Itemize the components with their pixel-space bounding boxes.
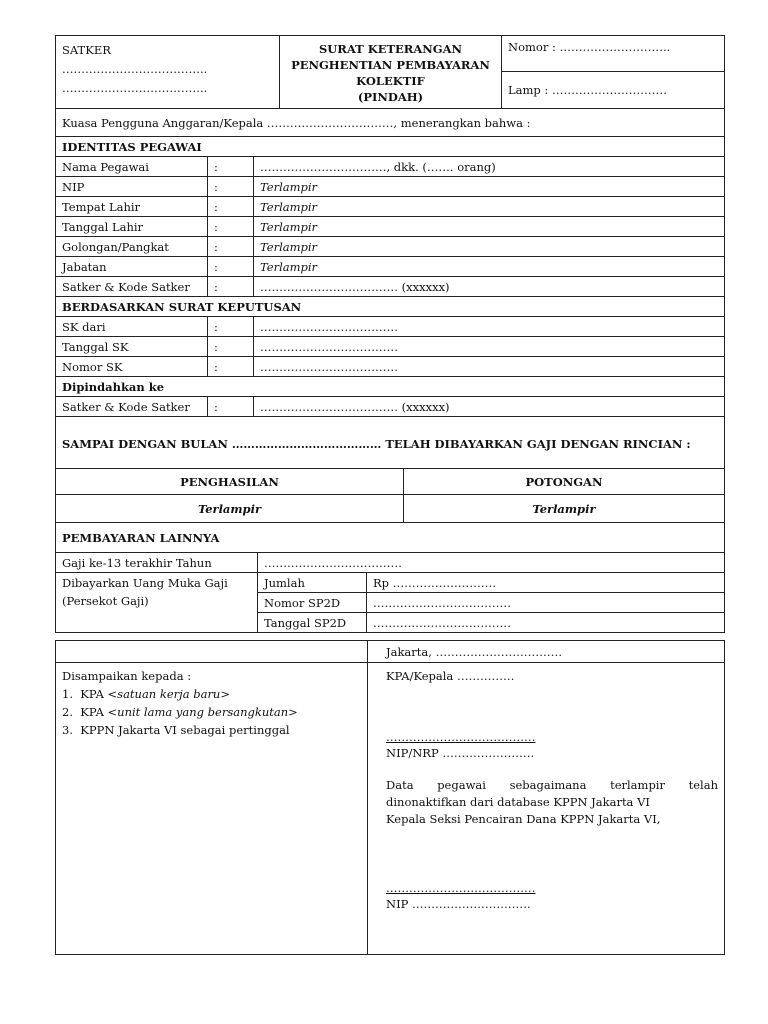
identitas-table <box>55 108 725 417</box>
signature-cell <box>368 663 725 955</box>
list-item: 2. KPA <unit lama yang bersangkutan> <box>62 705 298 719</box>
row-colon: : <box>208 397 254 417</box>
row-colon: : <box>208 357 254 377</box>
form-document <box>55 35 724 955</box>
satker-label: SATKER <box>62 43 111 57</box>
row-label: Tempat Lahir <box>56 197 208 217</box>
sampai-text: SAMPAI DENGAN BULAN ………………………………… TELAH DIBAYARKAN GAJI DENGAN RINCIAN : <box>56 417 725 469</box>
row-value: Terlampir <box>254 197 725 217</box>
lamp-field: Lamp : ………………………… <box>508 83 667 97</box>
rincian-table <box>55 416 725 553</box>
kepala-seksi: Kepala Seksi Pencairan Dana KPPN Jakarta VI, <box>386 812 661 826</box>
row-value: Terlampir <box>254 257 725 277</box>
disampaikan-label: Disampaikan kepada : <box>62 669 192 683</box>
identitas-heading: IDENTITAS PEGAWAI <box>56 137 725 157</box>
row-colon: : <box>208 237 254 257</box>
row-colon: : <box>208 277 254 297</box>
satker-cell <box>56 36 280 109</box>
table-row <box>56 397 725 417</box>
row-label: Jabatan <box>56 257 208 277</box>
potongan-header: POTONGAN <box>404 469 725 495</box>
penghasilan-header: PENGHASILAN <box>56 469 404 495</box>
pindah-heading: Dipindahkan ke <box>56 377 725 397</box>
kuasa-line: Kuasa Pengguna Anggaran/Kepala ……………………………, menerangkan bahwa : <box>56 109 725 137</box>
row-label: NIP <box>56 177 208 197</box>
uang-muka-label-2: (Persekot Gaji) <box>62 594 149 608</box>
row-value: ……………………………… <box>254 337 725 357</box>
title-line-2: PENGHENTIAN PEMBAYARAN <box>291 58 490 72</box>
lainnya-heading: PEMBAYARAN LAINNYA <box>56 523 725 553</box>
row-value: ……………………………, dkk. (……. orang) <box>254 157 725 177</box>
gaji13-label: Gaji ke-13 terakhir Tahun <box>56 553 258 573</box>
table-row <box>56 337 725 357</box>
table-row <box>56 317 725 337</box>
table-row <box>56 217 725 237</box>
lainnya-table <box>55 552 725 633</box>
row-colon: : <box>208 177 254 197</box>
gaji13-value: ……………………………… <box>258 553 725 573</box>
penghasilan-value: Terlampir <box>56 495 404 523</box>
sub-row-label: Nomor SP2D <box>258 593 367 613</box>
list-item: 1. KPA <satuan kerja baru> <box>62 687 230 701</box>
row-label: Tanggal SK <box>56 337 208 357</box>
recipient-list <box>62 685 361 739</box>
kpa-label: KPA/Kepala …………… <box>386 669 515 683</box>
list-item: 3. KPPN Jakarta VI sebagai pertinggal <box>62 723 290 737</box>
table-row <box>56 277 725 297</box>
row-value: Terlampir <box>254 217 725 237</box>
row-label: SK dari <box>56 317 208 337</box>
table-row <box>56 357 725 377</box>
data-note: Data pegawai sebagaimana terlampir telah dinonaktifkan dari database KPPN Jakarta VI <box>386 778 718 809</box>
row-colon: : <box>208 317 254 337</box>
title-cell <box>280 36 502 109</box>
sk-heading: BERDASARKAN SURAT KEPUTUSAN <box>56 297 725 317</box>
row-value: ……………………………… <box>254 317 725 337</box>
satker-dots-2: ……………………………….. <box>62 81 208 95</box>
header-table <box>55 35 725 109</box>
title-line-3: KOLEKTIF <box>356 74 425 88</box>
row-colon: : <box>208 197 254 217</box>
row-value: Terlampir <box>254 237 725 257</box>
nip-nrp: NIP/NRP …………………… <box>386 746 535 760</box>
sub-row-value: ……………………………… <box>367 593 725 613</box>
row-label: Golongan/Pangkat <box>56 237 208 257</box>
potongan-value: Terlampir <box>404 495 725 523</box>
row-colon: : <box>208 337 254 357</box>
satker-dots-1: ……………………………….. <box>62 62 208 76</box>
row-colon: : <box>208 217 254 237</box>
empty-cell <box>56 641 368 663</box>
sign-line-2: ………………………………… <box>386 881 536 895</box>
row-value: ……………………………… <box>254 357 725 377</box>
row-value: ……………………………… (xxxxxx) <box>254 397 725 417</box>
sign-line-1: ………………………………… <box>386 730 536 744</box>
table-row <box>56 157 725 177</box>
row-label: Satker & Kode Satker <box>56 277 208 297</box>
row-value: ……………………………… (xxxxxx) <box>254 277 725 297</box>
nomor-field: Nomor : ……………………….. <box>502 36 724 72</box>
sub-row-value: ……………………………… <box>367 613 725 633</box>
table-row <box>56 257 725 277</box>
title-line-1: SURAT KETERANGAN <box>318 42 463 56</box>
row-value: Terlampir <box>254 177 725 197</box>
row-colon: : <box>208 257 254 277</box>
uang-muka-label <box>56 573 258 633</box>
nomor-lamp-cell <box>502 36 725 109</box>
row-label: Tanggal Lahir <box>56 217 208 237</box>
table-row <box>56 177 725 197</box>
uang-muka-label-1: Dibayarkan Uang Muka Gaji <box>62 576 228 590</box>
row-label: Nama Pegawai <box>56 157 208 177</box>
sub-row-value: Rp ……………………… <box>367 573 725 593</box>
nip: NIP …………………………. <box>386 897 531 911</box>
row-label: Nomor SK <box>56 357 208 377</box>
row-colon: : <box>208 157 254 177</box>
title-line-4: (PINDAH) <box>357 90 424 104</box>
sub-row-label: Tanggal SP2D <box>258 613 367 633</box>
disampaikan-cell <box>56 663 368 955</box>
row-label: Satker & Kode Satker <box>56 397 208 417</box>
sub-row-label: Jumlah <box>258 573 367 593</box>
table-row <box>56 197 725 217</box>
table-row <box>56 237 725 257</box>
signature-table <box>55 640 725 955</box>
jakarta-date: Jakarta, …………………………… <box>368 641 725 663</box>
